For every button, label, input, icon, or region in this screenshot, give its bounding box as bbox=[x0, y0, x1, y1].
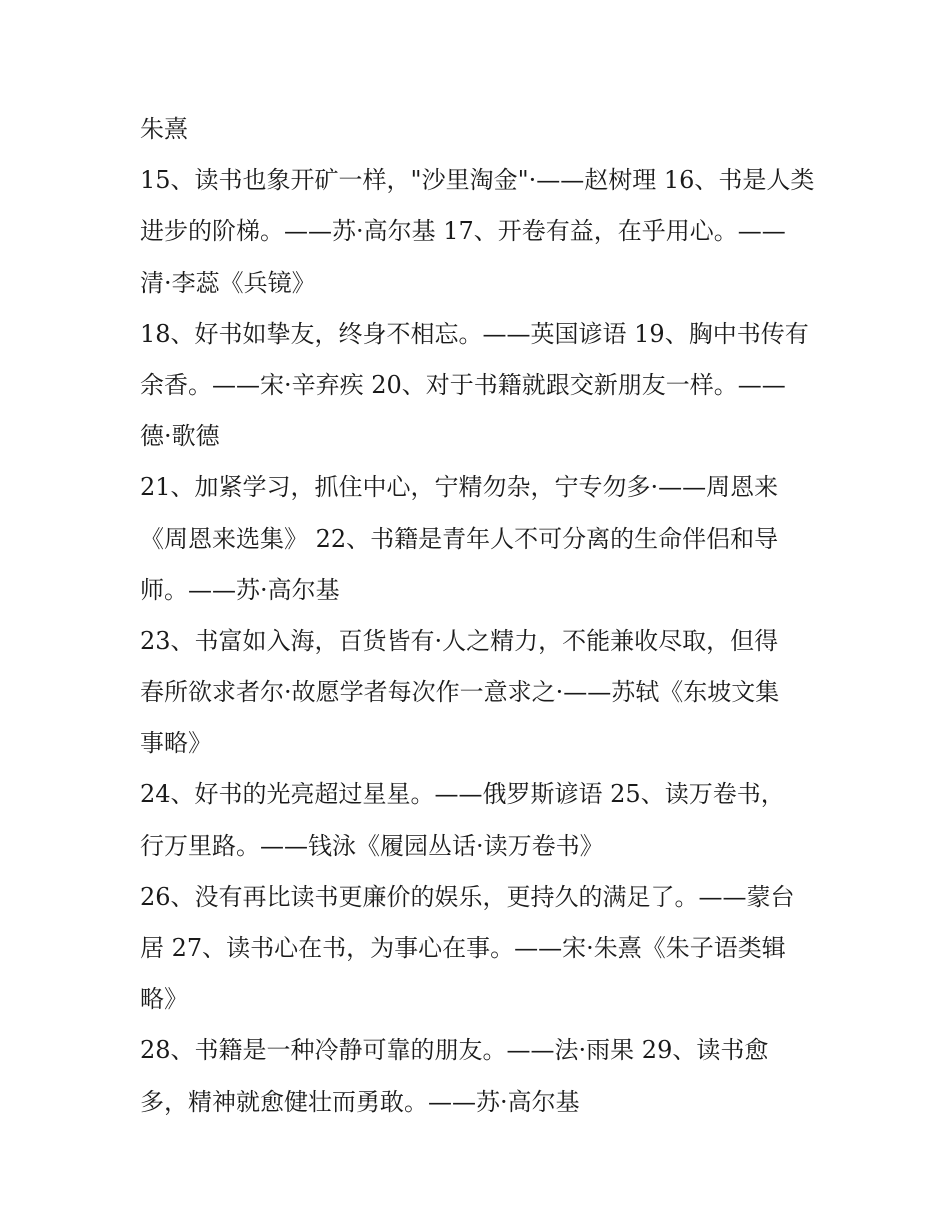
text-line: 德·歌德 bbox=[140, 422, 220, 451]
text-line: 28、书籍是一种冷静可靠的朋友。——法·雨果 29、读书愈 bbox=[140, 1036, 769, 1065]
text-line: 21、加紧学习，抓住中心，宁精勿杂，宁专勿多·——周恩来 bbox=[140, 473, 779, 502]
text-line: 《周恩来选集》 22、书籍是青年人不可分离的生命伴侣和导 bbox=[140, 524, 779, 553]
text-line: 23、书富如入海，百货皆有·人之精力，不能兼收尽取，但得 bbox=[140, 626, 779, 655]
text-line: 24、好书的光亮超过星星。——俄罗斯谚语 25、读万卷书， bbox=[140, 780, 785, 809]
text-line: 居 27、读书心在书，为事心在事。——宋·朱熹《朱子语类辑 bbox=[140, 934, 786, 962]
text-line: 余香。——宋·辛弃疾 20、对于书籍就跟交新朋友一样。—— bbox=[140, 370, 786, 399]
text-line: 18、好书如挚友，终身不相忘。——英国谚语 19、胸中书传有 bbox=[140, 319, 809, 348]
text-line: 行万里路。——钱泳《履园丛话·读万卷书》 bbox=[140, 831, 604, 860]
text-line: 略》 bbox=[140, 985, 188, 1014]
document-body bbox=[140, 104, 820, 1128]
text-line: 春所欲求者尔·故愿学者每次作一意求之·——苏轼《东坡文集 bbox=[140, 678, 780, 707]
text-line: 15、读书也象开矿一样，"沙里淘金"·——赵树理 16、书是人类 bbox=[140, 166, 815, 195]
text-line: 朱熹 bbox=[140, 115, 188, 143]
text-line: 清·李蕊《兵镜》 bbox=[140, 268, 316, 297]
text-line: 多，精神就愈健壮而勇敢。——苏·高尔基 bbox=[140, 1087, 580, 1116]
text-line: 26、没有再比读书更廉价的娱乐，更持久的满足了。——蒙台 bbox=[140, 882, 795, 911]
text-line: 事略》 bbox=[140, 729, 212, 758]
text-line: 师。——苏·高尔基 bbox=[140, 575, 340, 604]
text-line: 进步的阶梯。——苏·高尔基 17、开卷有益，在乎用心。—— bbox=[140, 217, 786, 246]
